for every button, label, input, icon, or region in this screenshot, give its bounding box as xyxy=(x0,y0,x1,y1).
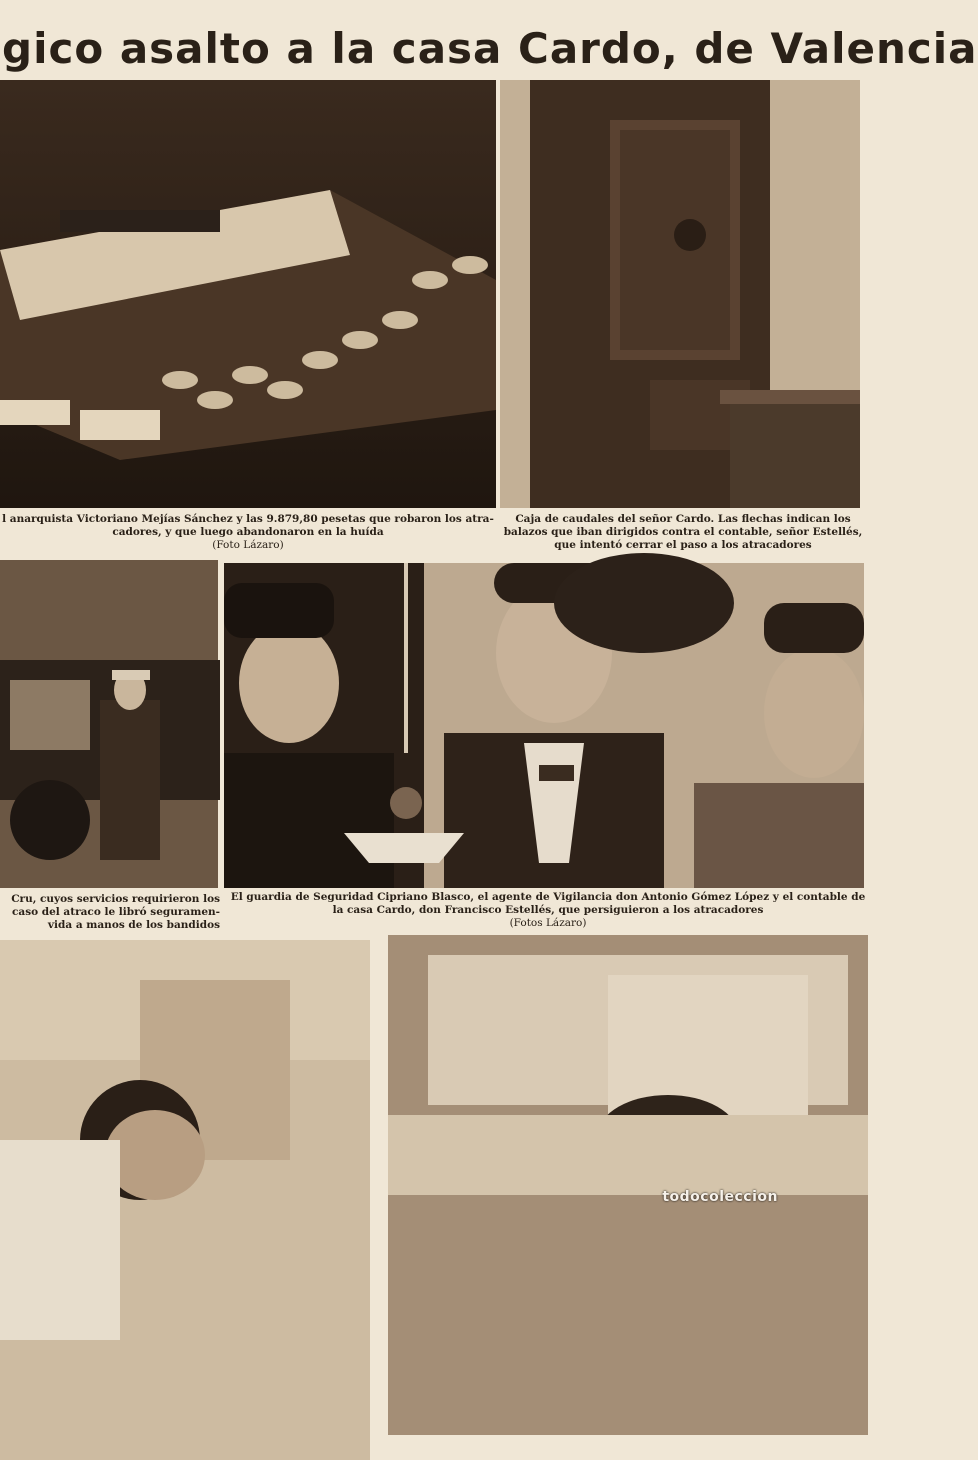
caption-line: Caja de caudales del señor Cardo. Las flechas indican los xyxy=(515,513,851,525)
watermark: todocoleccion xyxy=(662,1189,778,1205)
photo-wounded-right xyxy=(388,935,868,1435)
photo-money-table xyxy=(0,80,496,508)
photo-three-men xyxy=(224,563,864,888)
caption-line: la casa Cardo, don Francisco Estellés, que persiguieron a los atracadores xyxy=(332,904,764,916)
caption-line: que intentó cerrar el paso a los atracadores xyxy=(554,539,812,551)
caption-line: balazos que iban dirigidos contra el contable, señor Estellés, xyxy=(503,526,863,538)
caption-line: vida a manos de los bandidos xyxy=(47,919,220,931)
caption-line: Cru, cuyos servicios requirieron los xyxy=(11,893,220,905)
photo-credit: (Foto Lázaro) xyxy=(212,539,284,551)
caption-three-men xyxy=(224,891,872,930)
caption-line: El guardia de Seguridad Cipriano Blasco, el agente de Vigilancia don Antonio Gómez López y el contable de xyxy=(230,891,866,903)
caption-line: cadores, y que luego abandonaron en la huída xyxy=(112,526,384,538)
caption-driver xyxy=(0,893,220,932)
photo-credit: (Fotos Lázaro) xyxy=(509,917,587,929)
photo-safe xyxy=(500,80,860,508)
headline: gico asalto a la casa Cardo, de Valencia xyxy=(2,24,978,73)
caption-line: caso del atraco le libró seguramen- xyxy=(12,906,220,918)
caption-line: l anarquista Victoriano Mejías Sánchez y las 9.879,80 pesetas que robaron los atra- xyxy=(2,513,494,525)
caption-safe xyxy=(500,513,866,552)
caption-money-table xyxy=(0,513,496,552)
photo-driver xyxy=(0,560,218,888)
photo-wounded-left xyxy=(0,940,370,1460)
